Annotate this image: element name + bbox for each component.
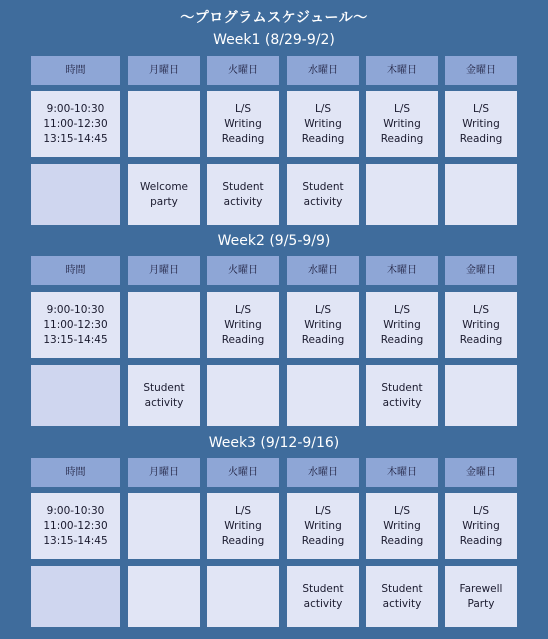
cell-text: L/S [314,303,332,316]
cell-text: L/S [393,303,411,316]
class-cell [128,493,200,559]
cell-text: Student [381,582,423,595]
time-slot: 13:15-14:45 [43,132,108,145]
event-cell [128,566,200,627]
header-day: 水曜日 [287,458,359,487]
class-cell [207,493,279,559]
event-cell [366,365,438,426]
cell-text: Writing [304,117,342,130]
cell-text: Reading [221,333,265,346]
header-day: 木曜日 [366,256,438,285]
cell-text: Student [143,381,185,394]
week-title: Week1 (8/29-9/2) [213,32,335,48]
cell-text: Student [302,582,344,595]
cell-text: Student [302,180,344,193]
class-cell [445,493,517,559]
header-day: 金曜日 [445,256,517,285]
cell-text: Reading [301,534,345,547]
cell-text: activity [303,195,343,208]
class-cell [287,91,359,157]
class-cell [445,91,517,157]
cell-text: L/S [472,102,490,115]
event-cell [31,365,120,426]
time-slot: 13:15-14:45 [43,534,108,547]
cell-text: activity [223,195,263,208]
cell-text: Reading [459,534,503,547]
time-slot: 9:00-10:30 [46,303,105,316]
class-cell [366,91,438,157]
cell-text: Writing [462,117,500,130]
time-slot: 9:00-10:30 [46,504,105,517]
event-cell [445,566,517,627]
event-cell [128,365,200,426]
cell-text: activity [303,597,343,610]
page-title: 〜プログラムスケジュール〜 [180,10,368,26]
header-day: 木曜日 [366,56,438,85]
header-day: 金曜日 [445,56,517,85]
event-cell [207,164,279,225]
cell-text: Writing [304,519,342,532]
cell-text: activity [382,396,422,409]
class-cell [445,292,517,358]
cell-text: L/S [393,504,411,517]
header-day: 火曜日 [207,256,279,285]
class-cell [287,292,359,358]
cell-text: L/S [314,504,332,517]
class-cell [366,292,438,358]
cell-text: L/S [234,303,252,316]
class-cell [207,292,279,358]
time-slot: 11:00-12:30 [43,117,108,130]
cell-text: Reading [459,132,503,145]
event-cell [31,164,120,225]
event-cell [207,365,279,426]
cell-text: Writing [224,117,262,130]
cell-text: L/S [472,303,490,316]
cell-text: L/S [234,504,252,517]
cell-text: Writing [224,318,262,331]
header-time: 時間 [31,256,120,285]
header-day: 水曜日 [287,56,359,85]
cell-text: Farewell [459,582,503,595]
cell-text: Writing [383,318,421,331]
cell-text: Student [222,180,264,193]
header-day: 金曜日 [445,458,517,487]
cell-text: L/S [234,102,252,115]
event-cell [366,164,438,225]
event-cell [287,164,359,225]
event-cell [287,566,359,627]
event-cell [445,365,517,426]
cell-text: L/S [472,504,490,517]
event-cell [207,566,279,627]
header-day: 木曜日 [366,458,438,487]
cell-text: party [150,195,178,208]
header-day: 火曜日 [207,458,279,487]
class-cell [128,292,200,358]
header-day: 月曜日 [128,56,200,85]
time-slot: 11:00-12:30 [43,318,108,331]
time-slots-cell [31,292,120,358]
header-time: 時間 [31,458,120,487]
class-cell [128,91,200,157]
cell-text: Writing [224,519,262,532]
event-cell [287,365,359,426]
cell-text: Student [381,381,423,394]
cell-text: L/S [393,102,411,115]
time-slots-cell [31,493,120,559]
cell-text: Reading [459,333,503,346]
time-slot: 11:00-12:30 [43,519,108,532]
cell-text: L/S [314,102,332,115]
cell-text: activity [144,396,184,409]
week-title: Week3 (9/12-9/16) [208,435,340,451]
event-cell [128,164,200,225]
header-day: 月曜日 [128,458,200,487]
event-cell [366,566,438,627]
cell-text: Reading [301,132,345,145]
cell-text: Writing [383,117,421,130]
event-cell [31,566,120,627]
class-cell [366,493,438,559]
cell-text: Writing [462,519,500,532]
cell-text: Welcome [139,180,189,193]
cell-text: activity [382,597,422,610]
header-time: 時間 [31,56,120,85]
cell-text: Reading [301,333,345,346]
time-slot: 9:00-10:30 [46,102,105,115]
cell-text: Reading [221,132,265,145]
time-slot: 13:15-14:45 [43,333,108,346]
cell-text: Reading [380,333,424,346]
time-slots-cell [31,91,120,157]
week-title: Week2 (9/5-9/9) [217,233,331,249]
cell-text: Party [467,597,495,610]
event-cell [445,164,517,225]
cell-text: Writing [462,318,500,331]
class-cell [207,91,279,157]
cell-text: Writing [383,519,421,532]
cell-text: Reading [380,534,424,547]
cell-text: Reading [380,132,424,145]
cell-text: Writing [304,318,342,331]
cell-text: Reading [221,534,265,547]
header-day: 月曜日 [128,256,200,285]
class-cell [287,493,359,559]
header-day: 水曜日 [287,256,359,285]
header-day: 火曜日 [207,56,279,85]
